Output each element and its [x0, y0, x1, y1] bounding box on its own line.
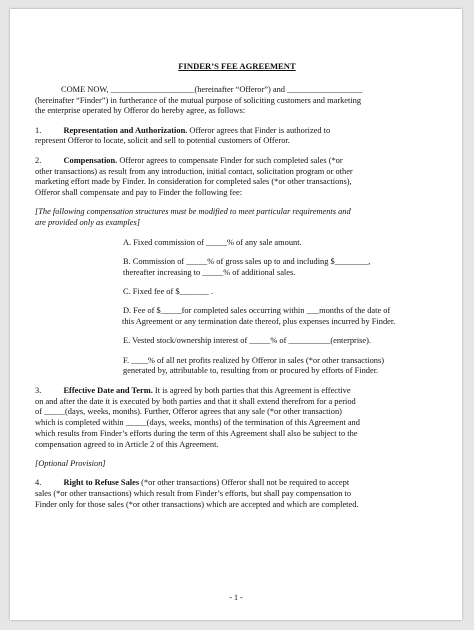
- option-text: B. Commission of _____% of gross sales up to and including $________,: [123, 256, 371, 266]
- section-4: [35, 478, 439, 510]
- section-1: [35, 126, 439, 148]
- section-text: which results from Finder’s efforts during the term of this Agreement shall also be subject to the: [35, 428, 358, 438]
- option-d: [123, 306, 439, 328]
- section-text: Finder only for those sales (*or other transactions) which are accepted and which are completed.: [35, 499, 359, 509]
- option-f: [123, 356, 439, 378]
- option-b: [123, 257, 439, 279]
- section-text: sales (*or other transactions) which result from Finder’s efforts, but shall pay compensation to: [35, 489, 352, 499]
- intro-line: the enterprise operated by Offeror do hereby agree, as follows:: [35, 106, 246, 116]
- intro-line: (hereinafter “Finder”) in furtherance of the mutual purpose of soliciting customers and marketing: [35, 95, 362, 105]
- section-3: [35, 386, 439, 451]
- note-line: [The following compensation structures must be modified to meet particular requirements and: [35, 207, 351, 217]
- section-text: represent Offeror to locate, solicit and sell to potential customers of Offeror.: [35, 136, 290, 146]
- option-text: generated by, attributable to, resulting from or procured by efforts of Finder.: [123, 366, 379, 376]
- document-content: [35, 61, 439, 519]
- page-number: - 1 -: [229, 593, 243, 602]
- section-text: It is agreed by both parties that this Agreement is effective: [154, 385, 351, 395]
- optional-provision-label: [Optional Provision]: [35, 459, 106, 469]
- page-title: FINDER’S FEE AGREEMENT: [178, 61, 296, 71]
- section-heading: Effective Date and Term.: [63, 385, 153, 395]
- option-text: thereafter increasing to _____% of additional sales.: [123, 267, 296, 277]
- option-e: [123, 336, 439, 347]
- section-heading: Right to Refuse Sales: [63, 478, 140, 488]
- option-text: E. Vested stock/ownership interest of _____% of __________(enterprise).: [123, 336, 372, 346]
- instruction-note: [35, 207, 439, 229]
- section-text: other transactions) as result from any introduction, initial contact, solicitation program or other: [35, 166, 353, 176]
- section-text: (*or other transactions) Offeror shall not be required to accept: [141, 478, 350, 488]
- section-heading: Representation and Authorization.: [63, 125, 188, 135]
- section-text: compensation agreed to in Article 2 of this Agreement.: [35, 439, 219, 449]
- section-text: of _____(days, weeks, months). Further, Offeror agrees that any sale (*or other transaction): [35, 407, 342, 417]
- section-text: Offeror shall compensate and pay to Finder the following fee:: [35, 188, 243, 198]
- section-heading: Compensation.: [63, 155, 118, 165]
- section-2: [35, 156, 439, 199]
- section-text: Offeror agrees to compensate Finder for such completed sales (*or: [119, 155, 343, 165]
- option-text: F. ____% of all net profits realized by Offeror in sales (*or other transactions): [123, 355, 385, 365]
- intro-paragraph: [35, 85, 439, 117]
- note-line: are provided only as examples]: [35, 218, 140, 228]
- option-text: D. Fee of $_____for completed sales occurring within ___months of the date of: [123, 306, 391, 316]
- section-text: Offeror agrees that Finder is authorized to: [189, 125, 331, 135]
- intro-line: COME NOW, ____________________(hereinafter “Offeror”) and __________________: [61, 84, 363, 94]
- option-text: this Agreement or any termination date thereof, plus expenses incurred by Finder.: [122, 317, 396, 327]
- section-text: marketing effort made by Finder. In consideration for completed sales (*or other transactions),: [35, 177, 352, 187]
- section-number: 1.: [35, 125, 42, 135]
- option-c: [123, 287, 439, 298]
- section-text: on and after the date it is executed by both parties and that it shall extend therefrom for a period: [35, 396, 356, 406]
- section-number: 3.: [35, 385, 42, 395]
- option-text: C. Fixed fee of $_______ .: [123, 286, 214, 296]
- section-number: 2.: [35, 155, 42, 165]
- option-a: [123, 238, 439, 249]
- option-text: A. Fixed commission of _____% of any sale amount.: [123, 237, 302, 247]
- section-text: which is completed within _____(days, weeks, months) of the termination of this Agreement and: [35, 418, 360, 428]
- section-number: 4.: [35, 478, 42, 488]
- document-page: [10, 9, 462, 620]
